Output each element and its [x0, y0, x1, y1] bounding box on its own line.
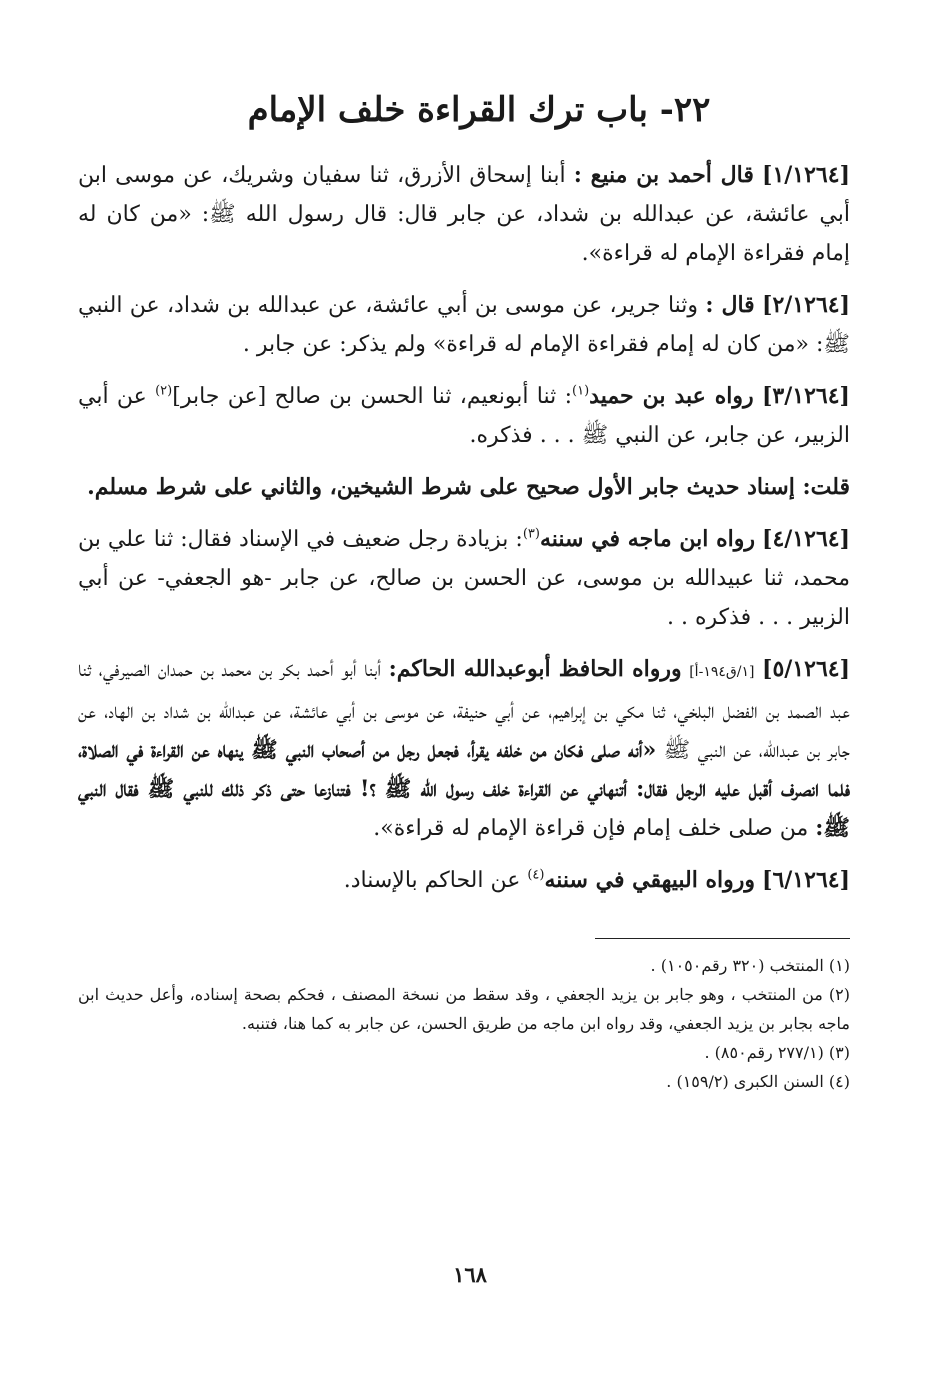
hadith-paragraph-4: [78, 520, 850, 637]
narrator-lead: ورواه البيهقي في سننه: [544, 867, 756, 893]
hadith-quote: «أنه صلى فكان من خلفه يقرأ، فجعل رجل من أصحاب النبي ﷺ ينهاه عن القراءة في الصلاة، فلما انصرف أقبل عليه الرجل فقال: أتنهاني عن القراءة خلف رسول الله ﷺ ؟! فتنازعا حتى ذكر ذلك للنبي ﷺ فقال النبي ﷺ:: [78, 737, 850, 841]
hadith-number: [٦/١٢٦٤]: [762, 867, 850, 893]
manuscript-reference: [١/ق١٩٤-أ]: [689, 664, 755, 680]
hadith-text: عن الحاكم بالإسناد.: [343, 868, 521, 893]
footnotes: [78, 951, 850, 1096]
footnote-marker: (٤): [527, 867, 545, 883]
chapter-title: ٢٢- باب ترك القراءة خلف الإمام: [247, 90, 711, 130]
hadith-paragraph-1: [78, 156, 850, 273]
hadith-number: [٥/١٢٦٤]: [762, 656, 850, 682]
footnote-4: (٤) السنن الكبرى (١٥٩/٢) .: [666, 1072, 850, 1091]
narrator-lead: رواه ابن ماجه في سننه: [539, 526, 755, 552]
hadith-text: : بزيادة رجل ضعيف في الإسناد فقال: ثنا علي بن محمد، ثنا عبيدالله بن موسى، عن الحسن بن صالح، عن جابر -هو الجعفي- عن أبي الزبير . . . فذكره . .: [78, 527, 850, 630]
hadith-text: أبنا أبو أحمد بكر بن محمد بن حمدان الصيرفي، ثنا عبد الصمد بن الفضل البلخي، ثنا مكي بن إبراهيم، عن أبي حنيفة، عن موسى بن أبي عائشة، عن عبدالله بن شداد بن الهاد، عن جابر بن عبدالله، عن النبي ﷺ: [78, 657, 851, 763]
footnote-1: (١) المنتخب (٣٢٠ رقم١٠٥٠) .: [650, 956, 850, 975]
hadith-number: [٣/١٢٦٤]: [762, 383, 850, 409]
hadith-paragraph-5: [78, 650, 850, 848]
hadith-text: أبنا إسحاق الأزرق، ثنا سفيان وشريك، عن موسى ابن أبي عائشة، عن عبدالله بن شداد، عن جابر قال: قال رسول الله ﷺ: «من كان له إمام فقراءة الإمام له قراءة».: [78, 163, 850, 266]
page-number: ١٦٨: [453, 1262, 487, 1287]
hadith-number: [١/١٢٦٤]: [762, 162, 850, 188]
hadith-text: من صلى خلف إمام فإن قراءة الإمام له قراءة».: [373, 816, 809, 841]
hadith-paragraph-3: [78, 377, 850, 455]
hadith-text: وثنا جرير، عن موسى بن أبي عائشة، عن عبدالله بن شداد، عن النبي ﷺ: «من كان له إمام فقراءة الإمام له قراءة» ولم يذكر: عن جابر .: [78, 293, 850, 357]
hadith-number: [٤/١٢٦٤]: [762, 526, 850, 552]
footnote-3: (٣) (٢٧٧/١ رقم٨٥٠) .: [704, 1043, 850, 1062]
footnote-marker: (٣): [522, 526, 540, 542]
footnote-2: (٢) من المنتخب ، وهو جابر بن يزيد الجعفي ، وقد سقط من نسخة المصنف ، فحكم بصحة إسناده، وأعل حديث ابن ماجه بجابر بن يزيد الجعفي، وقد رواه ابن ماجه من طريق الحسن، عن جابر به كما هنا، فتنبه.: [78, 985, 850, 1033]
footnote-marker: (١): [572, 383, 590, 399]
hadith-text: : ثنا أبونعيم، ثنا الحسن بن صالح [عن جابر]: [172, 384, 572, 409]
hadith-number: [٢/١٢٦٤]: [762, 292, 850, 318]
narrator-lead: ورواه الحافظ أبوعبدالله الحاكم:: [388, 656, 682, 682]
page-body: [78, 84, 850, 1096]
narrator-lead: قال أحمد بن منيع :: [573, 162, 754, 188]
footnote-marker: (٢): [155, 383, 173, 399]
narrator-lead: قال :: [705, 292, 755, 318]
author-comment: قلت: إسناد حديث جابر الأول صحيح على شرط الشيخين، والثاني على شرط مسلم.: [87, 474, 850, 500]
hadith-paragraph-6: [78, 861, 850, 900]
footnote-separator: [595, 938, 850, 939]
hadith-text: عن أبي الزبير، عن جابر، عن النبي ﷺ . . . فذكره.: [78, 384, 850, 448]
hadith-paragraph-2: [78, 286, 850, 364]
narrator-lead: رواه عبد بن حميد: [589, 383, 754, 409]
